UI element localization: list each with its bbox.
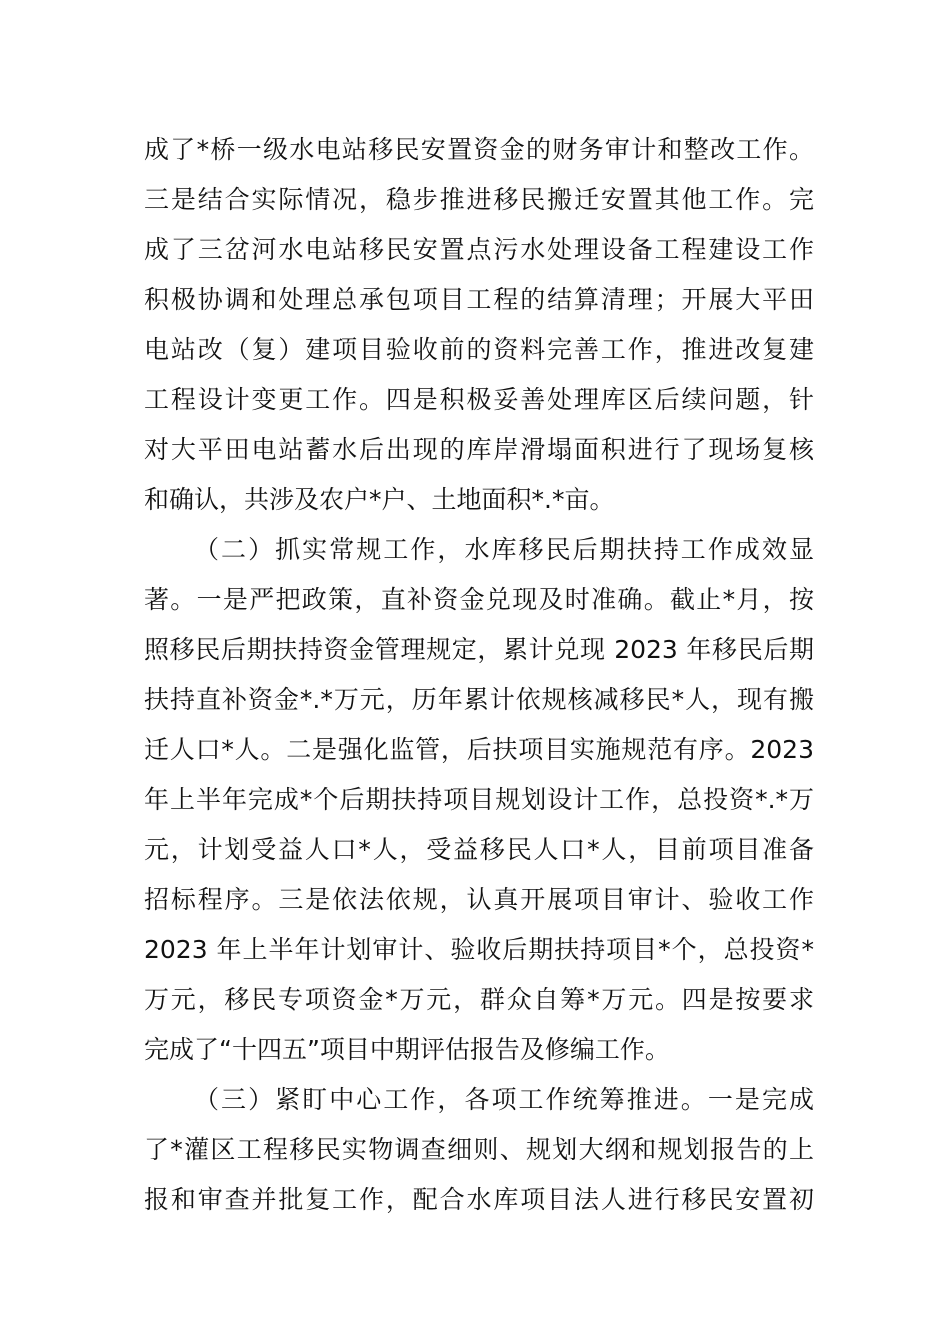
section-heading-line: （三）紧盯中心工作，各项工作统筹推进。一是完成: [194, 1085, 814, 1114]
text-line: 成了三岔河水电站移民安置点污水处理设备工程建设工作: [144, 235, 814, 264]
text-line: 迁人口*人。二是强化监管，后扶项目实施规范有序。2023: [144, 735, 814, 764]
text-line: 招标程序。三是依法依规，认真开展项目审计、验收工作: [144, 885, 814, 914]
text-line: 了*灌区工程移民实物调查细则、规划大纲和规划报告的上: [144, 1135, 814, 1164]
text-line: 成了*桥一级水电站移民安置资金的财务审计和整改工作。: [144, 135, 814, 164]
text-line: 元，计划受益人口*人，受益移民人口*人，目前项目准备: [144, 835, 814, 864]
text-line: 照移民后期扶持资金管理规定，累计兑现 2023 年移民后期: [144, 635, 814, 664]
text-line: 对大平田电站蓄水后出现的库岸滑塌面积进行了现场复核: [144, 435, 814, 464]
text-line: 电站改（复）建项目验收前的资料完善工作，推进改复建: [144, 335, 814, 364]
text-line: 和确认，共涉及农户*户、土地面积*.*亩。: [144, 485, 615, 514]
text-line: 扶持直补资金*.*万元，历年累计依规核减移民*人，现有搬: [144, 685, 814, 714]
text-line: 报和审查并批复工作，配合水库项目法人进行移民安置初: [144, 1185, 814, 1214]
text-line: 年上半年完成*个后期扶持项目规划设计工作，总投资*.*万: [144, 785, 814, 814]
section-heading-line: （二）抓实常规工作，水库移民后期扶持工作成效显: [194, 535, 814, 564]
text-line: 著。一是严把政策，直补资金兑现及时准确。截止*月，按: [144, 585, 814, 614]
text-line: 万元，移民专项资金*万元，群众自筹*万元。四是按要求: [144, 985, 814, 1014]
text-line: 积极协调和处理总承包项目工程的结算清理；开展大平田: [144, 285, 814, 314]
text-line: 2023 年上半年计划审计、验收后期扶持项目*个，总投资*: [144, 935, 814, 964]
text-line: 完成了“十四五”项目中期评估报告及修编工作。: [144, 1035, 670, 1064]
text-line: 工程设计变更工作。四是积极妥善处理库区后续问题，针: [144, 385, 814, 414]
text-line: 三是结合实际情况，稳步推进移民搬迁安置其他工作。完: [144, 185, 814, 214]
